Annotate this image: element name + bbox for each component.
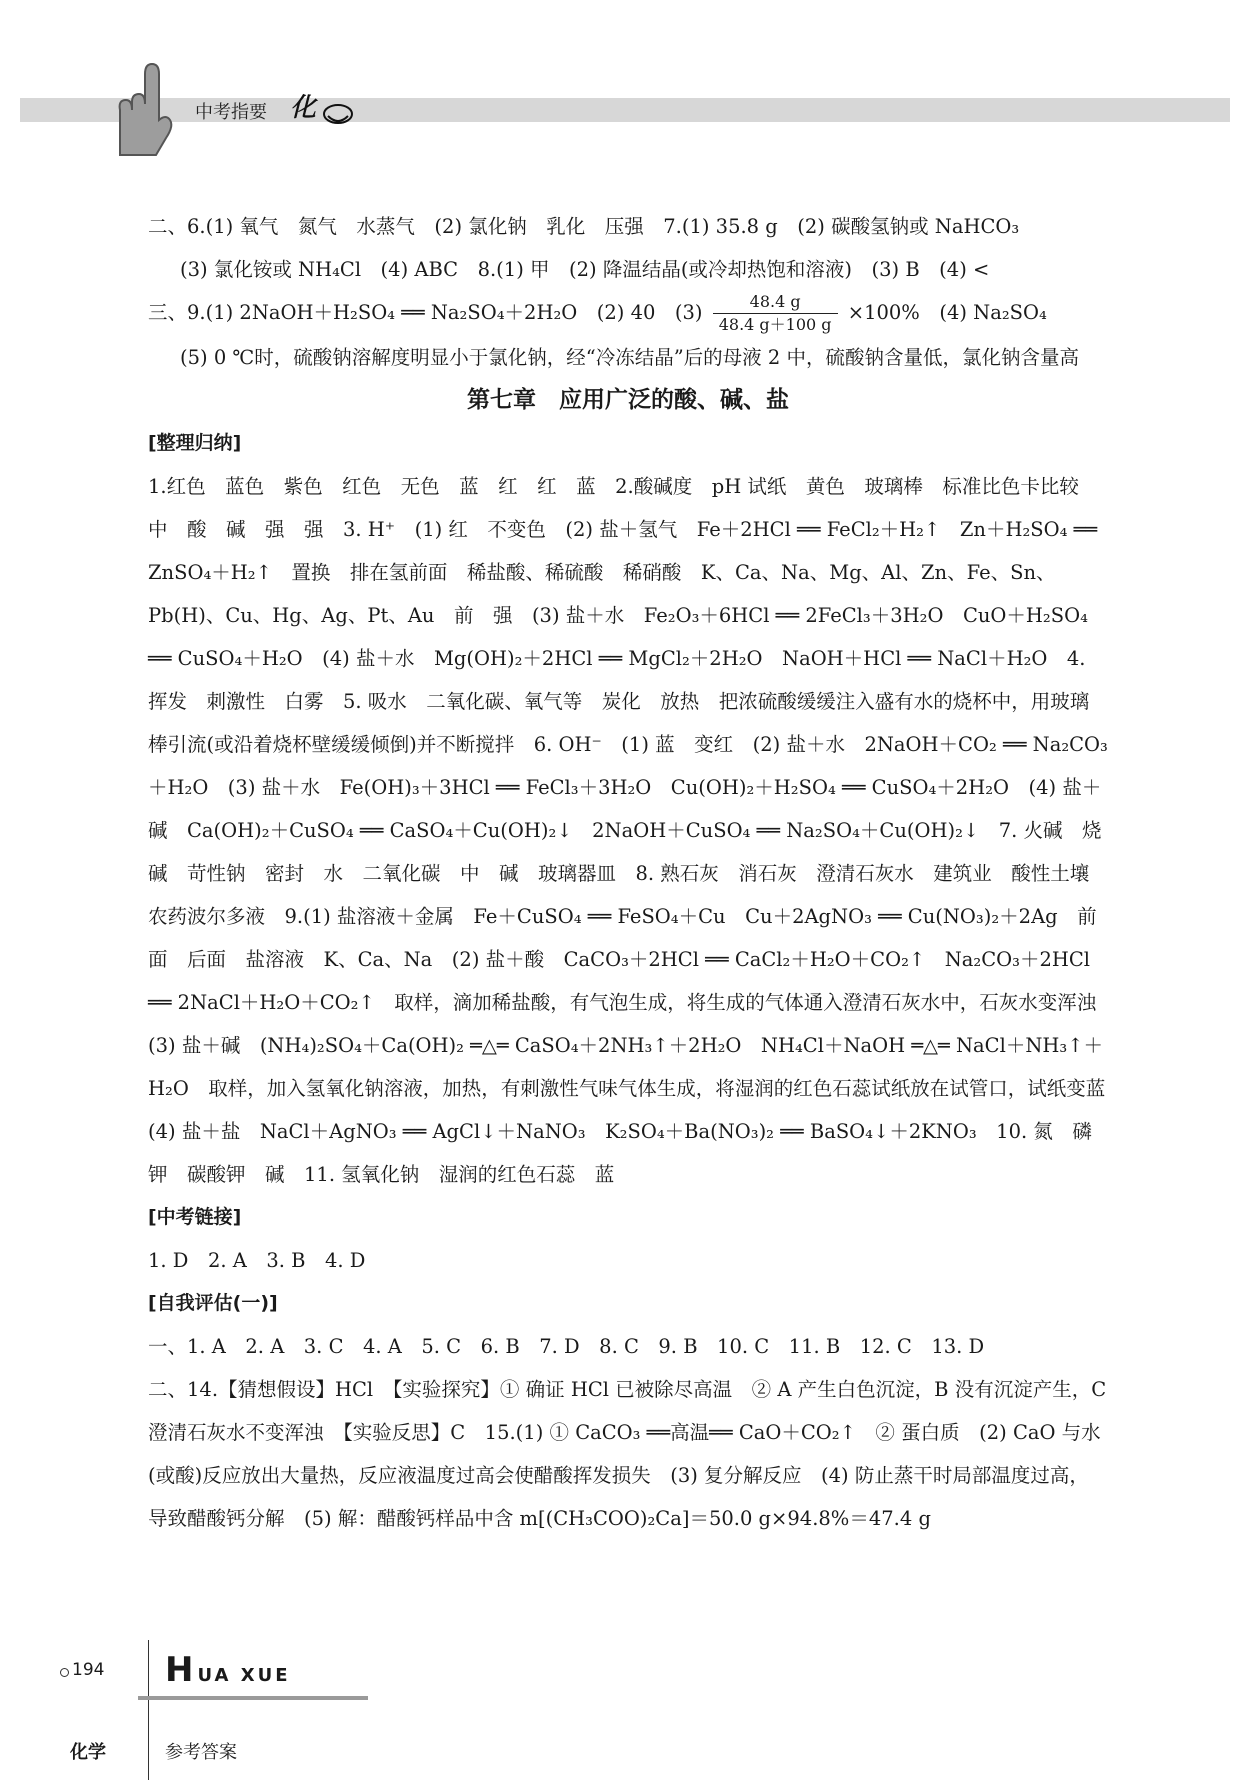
fraction-denominator: 48.4 g＋100 g: [718, 315, 832, 334]
fraction-numerator: 48.4 g: [713, 291, 838, 314]
chemistry-logo-icon: [288, 86, 358, 136]
prev-line-1: 二、6.(1) 氧气 氮气 水蒸气 (2) 氯化钠 乳化 压强 7.(1) 35.8 g (2) 碳酸氢钠或 NaHCO₃: [148, 215, 1020, 238]
organize-text: 1.红色 蓝色 紫色 红色 无色 蓝 红 红 蓝 2.酸碱度 pH 试纸 黄色 玻璃棒 标准比色卡比较 中 酸 碱 强 强 3. H⁺ (1) 红 不变色 (2) 盐＋氢气 Fe＋2HCl ══ FeCl₂＋H₂↑ Zn＋H₂SO₄ ══ ZnSO₄＋H₂↑ 置换 排在氢前面 稀盐酸、稀硫酸 稀硝酸 K、Ca、Na、Mg、Al、Zn、Fe、Sn、Pb(H)、Cu、Hg、Ag、Pt、Au 前 强 (3) 盐＋水 Fe₂O₃＋6HCl ══ 2FeCl₃＋3H₂O CuO＋H₂SO₄ ══ CuSO₄＋H₂O (4) 盐＋水 Mg(OH)₂＋2HCl ══ MgCl₂＋2H₂O NaOH＋HCl ══ NaCl＋H₂O 4. 挥发 刺激性 白雾 5. 吸水 二氧化碳、氧气等 炭化 放热 把浓硫酸缓缓注入盛有水的烧杯中，用玻璃棒引流(或沿着烧杯壁缓缓倾倒)并不断搅拌 6. OH⁻ (1) 蓝 变红 (2) 盐＋水 2NaOH＋CO₂ ══ Na₂CO₃＋H₂O (3) 盐＋水 Fe(OH)₃＋3HCl ══ FeCl₃＋3H₂O Cu(OH)₂＋H₂SO₄ ══ CuSO₄＋2H₂O (4) 盐＋碱 Ca(OH)₂＋CuSO₄ ══ CaSO₄＋Cu(OH)₂↓ 2NaOH＋CuSO₄ ══ Na₂SO₄＋Cu(OH)₂↓ 7. 火碱 烧碱 苛性钠 密封 水 二氧化碳 中 碱 玻璃器皿 8. 熟石灰 消石灰 澄清石灰水 建筑业 酸性土壤 农药波尔多液 9.(1) 盐溶液＋金属 Fe＋CuSO₄ ══ FeSO₄＋Cu Cu＋2AgNO₃ ══ Cu(NO₃)₂＋2Ag 前面 后面 盐溶液 K、Ca、Na (2) 盐＋酸 CaCO₃＋2HCl ══ CaCl₂＋H₂O＋CO₂↑ Na₂CO₃＋2HCl ══ 2NaCl＋H₂O＋CO₂↑ 取样，滴加稀盐酸，有气泡生成，将生成的气体通入澄清石灰水中，石灰水变浑浊 (3) 盐＋碱 (NH₄)₂SO₄＋Ca(OH)₂ ═△═ CaSO₄＋2NH₃↑＋2H₂O NH₄Cl＋NaOH ═△═ NaCl＋NH₃↑＋H₂O 取样，加入氢氧化钠溶液，加热，有刺激性气味气体生成，将湿润的红色石蕊试纸放在试管口，试纸变蓝 (4) 盐＋盐 NaCl＋AgNO₃ ══ AgCl↓＋NaNO₃ K₂SO₄＋Ba(NO₃)₂ ══ BaSO₄↓＋2KNO₃ 10. 氮 磷 钾 碳酸钾 碱 11. 氢氧化钠 湿润的红色石蕊 蓝: [148, 475, 1125, 1186]
brand-mark: [165, 1650, 291, 1690]
page-marker-icon: [60, 1668, 69, 1677]
section-self-eval: [自我评估(一)]: [148, 1292, 278, 1314]
hand-pointing-icon: [100, 60, 180, 160]
exam-link-text: 1. D 2. A 3. B 4. D: [148, 1249, 366, 1272]
chapter-title: 第七章 应用广泛的酸、碱、盐: [467, 387, 789, 413]
footer-rule: [138, 1696, 368, 1700]
prev-line-2: (3) 氯化铵或 NH₄Cl (4) ABC 8.(1) 甲 (2) 降温结晶(或冷却热饱和溶液) (3) B (4) <: [180, 258, 990, 281]
prev-line-3-post: ×100% (4) Na₂SO₄: [847, 301, 1047, 324]
prev-line-4: (5) 0 ℃时，硫酸钠溶解度明显小于氯化钠，经“冷冻结晶”后的母液 2 中，硫酸钠含量低，氯化钠含量高: [180, 346, 1079, 369]
subject-label: 化学: [70, 1742, 106, 1763]
svg-text:化: 化: [290, 93, 317, 123]
section-organize: [整理归纳]: [148, 432, 242, 454]
footer-divider: [148, 1640, 149, 1780]
section-exam-link: [中考链接]: [148, 1206, 242, 1228]
self-eval-rest: 二、14.【猜想假设】HCl 【实验探究】① 确证 HCl 已被除尽高温 ② A 产生白色沉淀，B 没有沉淀产生，C 澄清石灰水不变浑浊 【实验反思】C 15.(1) ① CaCO₃ ══高温══ CaO＋CO₂↑ ② 蛋白质 (2) CaO 与水(或酸)反应放出大量热，反应液温度过高会使醋酸挥发损失 (3) 复分解反应 (4) 防止蒸干时局部温度过高，导致醋酸钙分解 (5) 解：醋酸钙样品中含 m[(CH₃COO)₂Ca]＝50.0 g×94.8%＝47.4 g: [148, 1378, 1107, 1530]
brand-initial: H: [165, 1650, 198, 1690]
prev-line-3: [148, 291, 1108, 336]
brand-rest: UA XUE: [197, 1665, 291, 1686]
answer-content: [148, 205, 1125, 1540]
prev-line-3-pre: 三、9.(1) 2NaOH＋H₂SO₄ ══ Na₂SO₄＋2H₂O (2) 40 (3): [148, 301, 703, 324]
fraction: [713, 291, 838, 336]
header-title: 中考指要: [195, 102, 267, 123]
book-section-label: 参考答案: [165, 1742, 237, 1763]
self-eval-line-1: 一、1. A 2. A 3. C 4. A 5. C 6. B 7. D 8. C 9. B 10. C 11. B 12. C 13. D: [148, 1335, 985, 1358]
page-number: 194: [72, 1660, 105, 1680]
